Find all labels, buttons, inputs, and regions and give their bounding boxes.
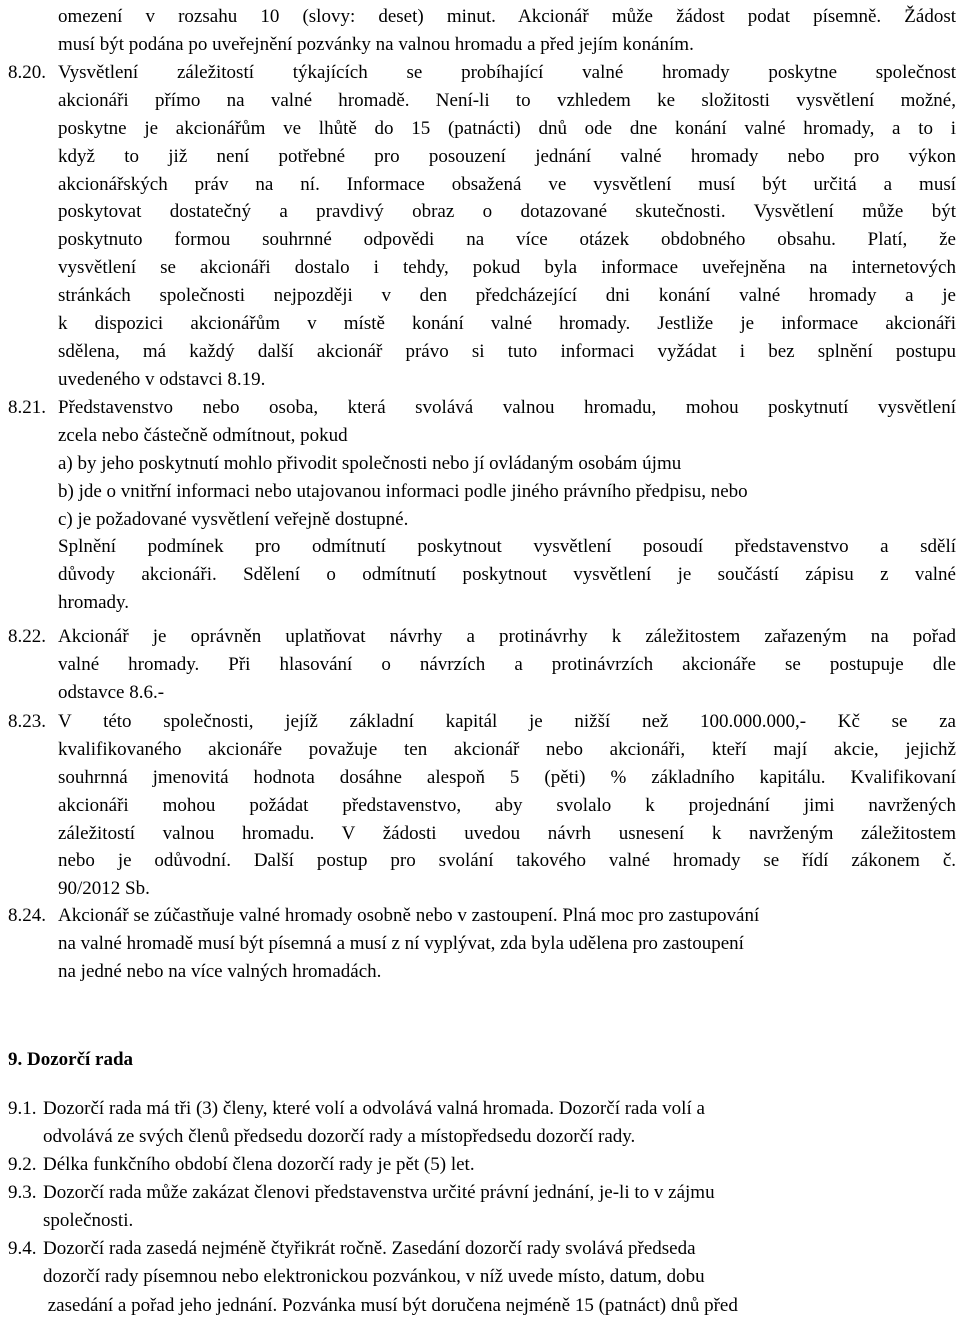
- list-item-b: b) jde o vnitřní informaci nebo utajovanou informaci podle jiného právního předpisu, nebo: [58, 480, 748, 502]
- text-line: Délka funkčního období člena dozorčí rady je pět (5) let.: [43, 1154, 475, 1175]
- paragraph-number-9-3: 9.3.: [8, 1182, 37, 1203]
- text-line: akcionáři přímo na valné hromadě. Není-li to vzhledem ke složitosti vysvětlení možné,: [58, 89, 956, 111]
- list-item-a: a) by jeho poskytnutí mohlo přivodit společnosti nebo jí ovládaným osobám újmu: [58, 452, 682, 474]
- paragraph-number-8-23: 8.23.: [8, 711, 46, 732]
- text-line: souhrnná jmenovitá hodnota dosáhne alespoň 5 (pěti) % základního kapitálu. Kvalifikovaní: [58, 766, 956, 788]
- text-line: Představenstvo nebo osoba, která svolává valnou hromadu, mohou poskytnutí vysvětlení: [58, 397, 956, 418]
- text-line: dozorčí rady písemnou nebo elektronickou pozvánkou, v níž uvede místo, datum, dobu: [43, 1266, 705, 1288]
- text-line: na valné hromadě musí být písemná a musí z ní vyplývat, zda byla udělena pro zastoupení: [58, 932, 744, 954]
- text-line: stránkách společnosti nejpozději v den předcházející dni konání valné hromady a je: [58, 285, 956, 307]
- paragraph-9-4: [43, 1235, 956, 1320]
- paragraph-number-8-24: 8.24.: [8, 905, 46, 926]
- text-line: akcionáři mohou požádat představenstvo, aby svolalo k projednání jimi navržených: [58, 794, 956, 816]
- text-line: Dozorčí rada má tři (3) členy, které volí a odvolává valná hromada. Dozorčí rada volí a: [43, 1098, 705, 1119]
- paragraph-9-1: [43, 1095, 956, 1152]
- paragraph-8-21: [58, 394, 956, 617]
- text-line: musí být podána po uveřejnění pozvánky na valnou hromadu a před jejím konáním.: [58, 33, 694, 55]
- text-line: valné hromady. Při hlasování o návrzích a protinávrzích akcionáře se postupuje dle: [58, 653, 956, 675]
- text-line: Dozorčí rada může zakázat členovi představenstva určité právní jednání, je-li to v zájmu: [43, 1182, 715, 1203]
- text-line: Akcionář se zúčastňuje valné hromady osobně nebo v zastoupení. Plná moc pro zastupování: [58, 905, 760, 926]
- text-line: zasedání a pořad jeho jednání. Pozvánka musí být doručena nejméně 15 (patnáct) dnů před: [43, 1294, 738, 1316]
- paragraph-8-24: [58, 902, 956, 986]
- text-line: V této společnosti, jejíž základní kapitál je nižší než 100.000.000,- Kč se za: [58, 711, 956, 732]
- text-line: Akcionář je oprávněn uplatňovat návrhy a protinávrhy k záležitostem zařazeným na pořad: [58, 626, 956, 647]
- text-line: poskytnuto formou souhrnné odpovědi na více otázek obdobného obsahu. Platí, že: [58, 229, 956, 251]
- text-line: omezení v rozsahu 10 (slovy: deset) minut. Akcionář může žádost podat písemně. Žádost: [58, 6, 956, 27]
- text-line: sdělena, má každý další akcionář právo si tuto informaci vyžádat i bez splnění postupu: [58, 340, 956, 362]
- paragraph-number-9-1: 9.1.: [8, 1098, 37, 1119]
- text-line: uvedeného v odstavci 8.19.: [58, 368, 266, 390]
- paragraph-number-8-20: 8.20.: [8, 62, 46, 83]
- paragraph-number-9-2: 9.2.: [8, 1154, 37, 1175]
- text-line: když to již není potřebné pro posouzení jednání valné hromady nebo pro výkon: [58, 145, 956, 167]
- text-line: Splnění podmínek pro odmítnutí poskytnout vysvětlení posoudí představenstvo a sdělí: [58, 536, 956, 558]
- paragraph-9-3: [43, 1179, 956, 1236]
- text-line: hromady.: [58, 592, 130, 614]
- text-line: záležitostí valnou hromadu. V žádosti uvedou návrh usnesení k navrženým záležitostem: [58, 822, 956, 844]
- text-line: nebo je odůvodní. Další postup pro svolání takového valné hromady se řídí zákonem č.: [58, 850, 956, 872]
- list-item-c: c) je požadované vysvětlení veřejně dostupné.: [58, 508, 409, 530]
- text-line: na jedné nebo na více valných hromadách.: [58, 960, 382, 982]
- text-line: odvolává ze svých členů předsedu dozorčí rady a místopředsedu dozorčí rady.: [43, 1126, 636, 1148]
- text-line: poskytovat dostatečný a pravdivý obraz o dotazované skutečnosti. Vysvětlení může být: [58, 201, 956, 223]
- paragraph-8-20: [58, 59, 956, 394]
- text-line: odstavce 8.6.-: [58, 681, 165, 703]
- text-line: 90/2012 Sb.: [58, 878, 150, 900]
- paragraph-8-22: [58, 623, 956, 707]
- paragraph-continuation: [58, 3, 956, 59]
- text-line: důvody akcionáři. Sdělení o odmítnutí poskytnout vysvětlení je součástí zápisu z valné: [58, 564, 956, 586]
- text-line: Dozorčí rada zasedá nejméně čtyřikrát ročně. Zasedání dozorčí rady svolává předseda: [43, 1238, 696, 1259]
- text-line: poskytne je akcionářům ve lhůtě do 15 (patnácti) dnů ode dne konání valné hromady, a to i: [58, 117, 956, 139]
- paragraph-number-9-4: 9.4.: [8, 1238, 37, 1259]
- text-line: Vysvětlení záležitostí týkajících se probíhající valné hromady poskytne společnost: [58, 62, 956, 83]
- paragraph-number-8-22: 8.22.: [8, 626, 46, 647]
- paragraph-number-8-21: 8.21.: [8, 397, 46, 418]
- text-line: společnosti.: [43, 1210, 134, 1232]
- text-line: zcela nebo částečně odmítnout, pokud: [58, 424, 348, 446]
- paragraph-8-23: [58, 708, 956, 903]
- section-heading: 9. Dozorčí rada: [8, 1049, 134, 1070]
- text-line: akcionářských práv na ní. Informace obsažená ve vysvětlení musí být určitá a musí: [58, 173, 956, 195]
- text-line: vysvětlení se akcionáři dostalo i tehdy, pokud byla informace uveřejněna na internetových: [58, 257, 956, 279]
- text-line: k dispozici akcionářům v místě konání valné hromady. Jestliže je informace akcionáři: [58, 313, 956, 335]
- paragraph-9-2: [43, 1151, 956, 1179]
- text-line: kvalifikovaného akcionáře považuje ten akcionář nebo akcionáři, kteří mají akcie, jejichž: [58, 738, 956, 760]
